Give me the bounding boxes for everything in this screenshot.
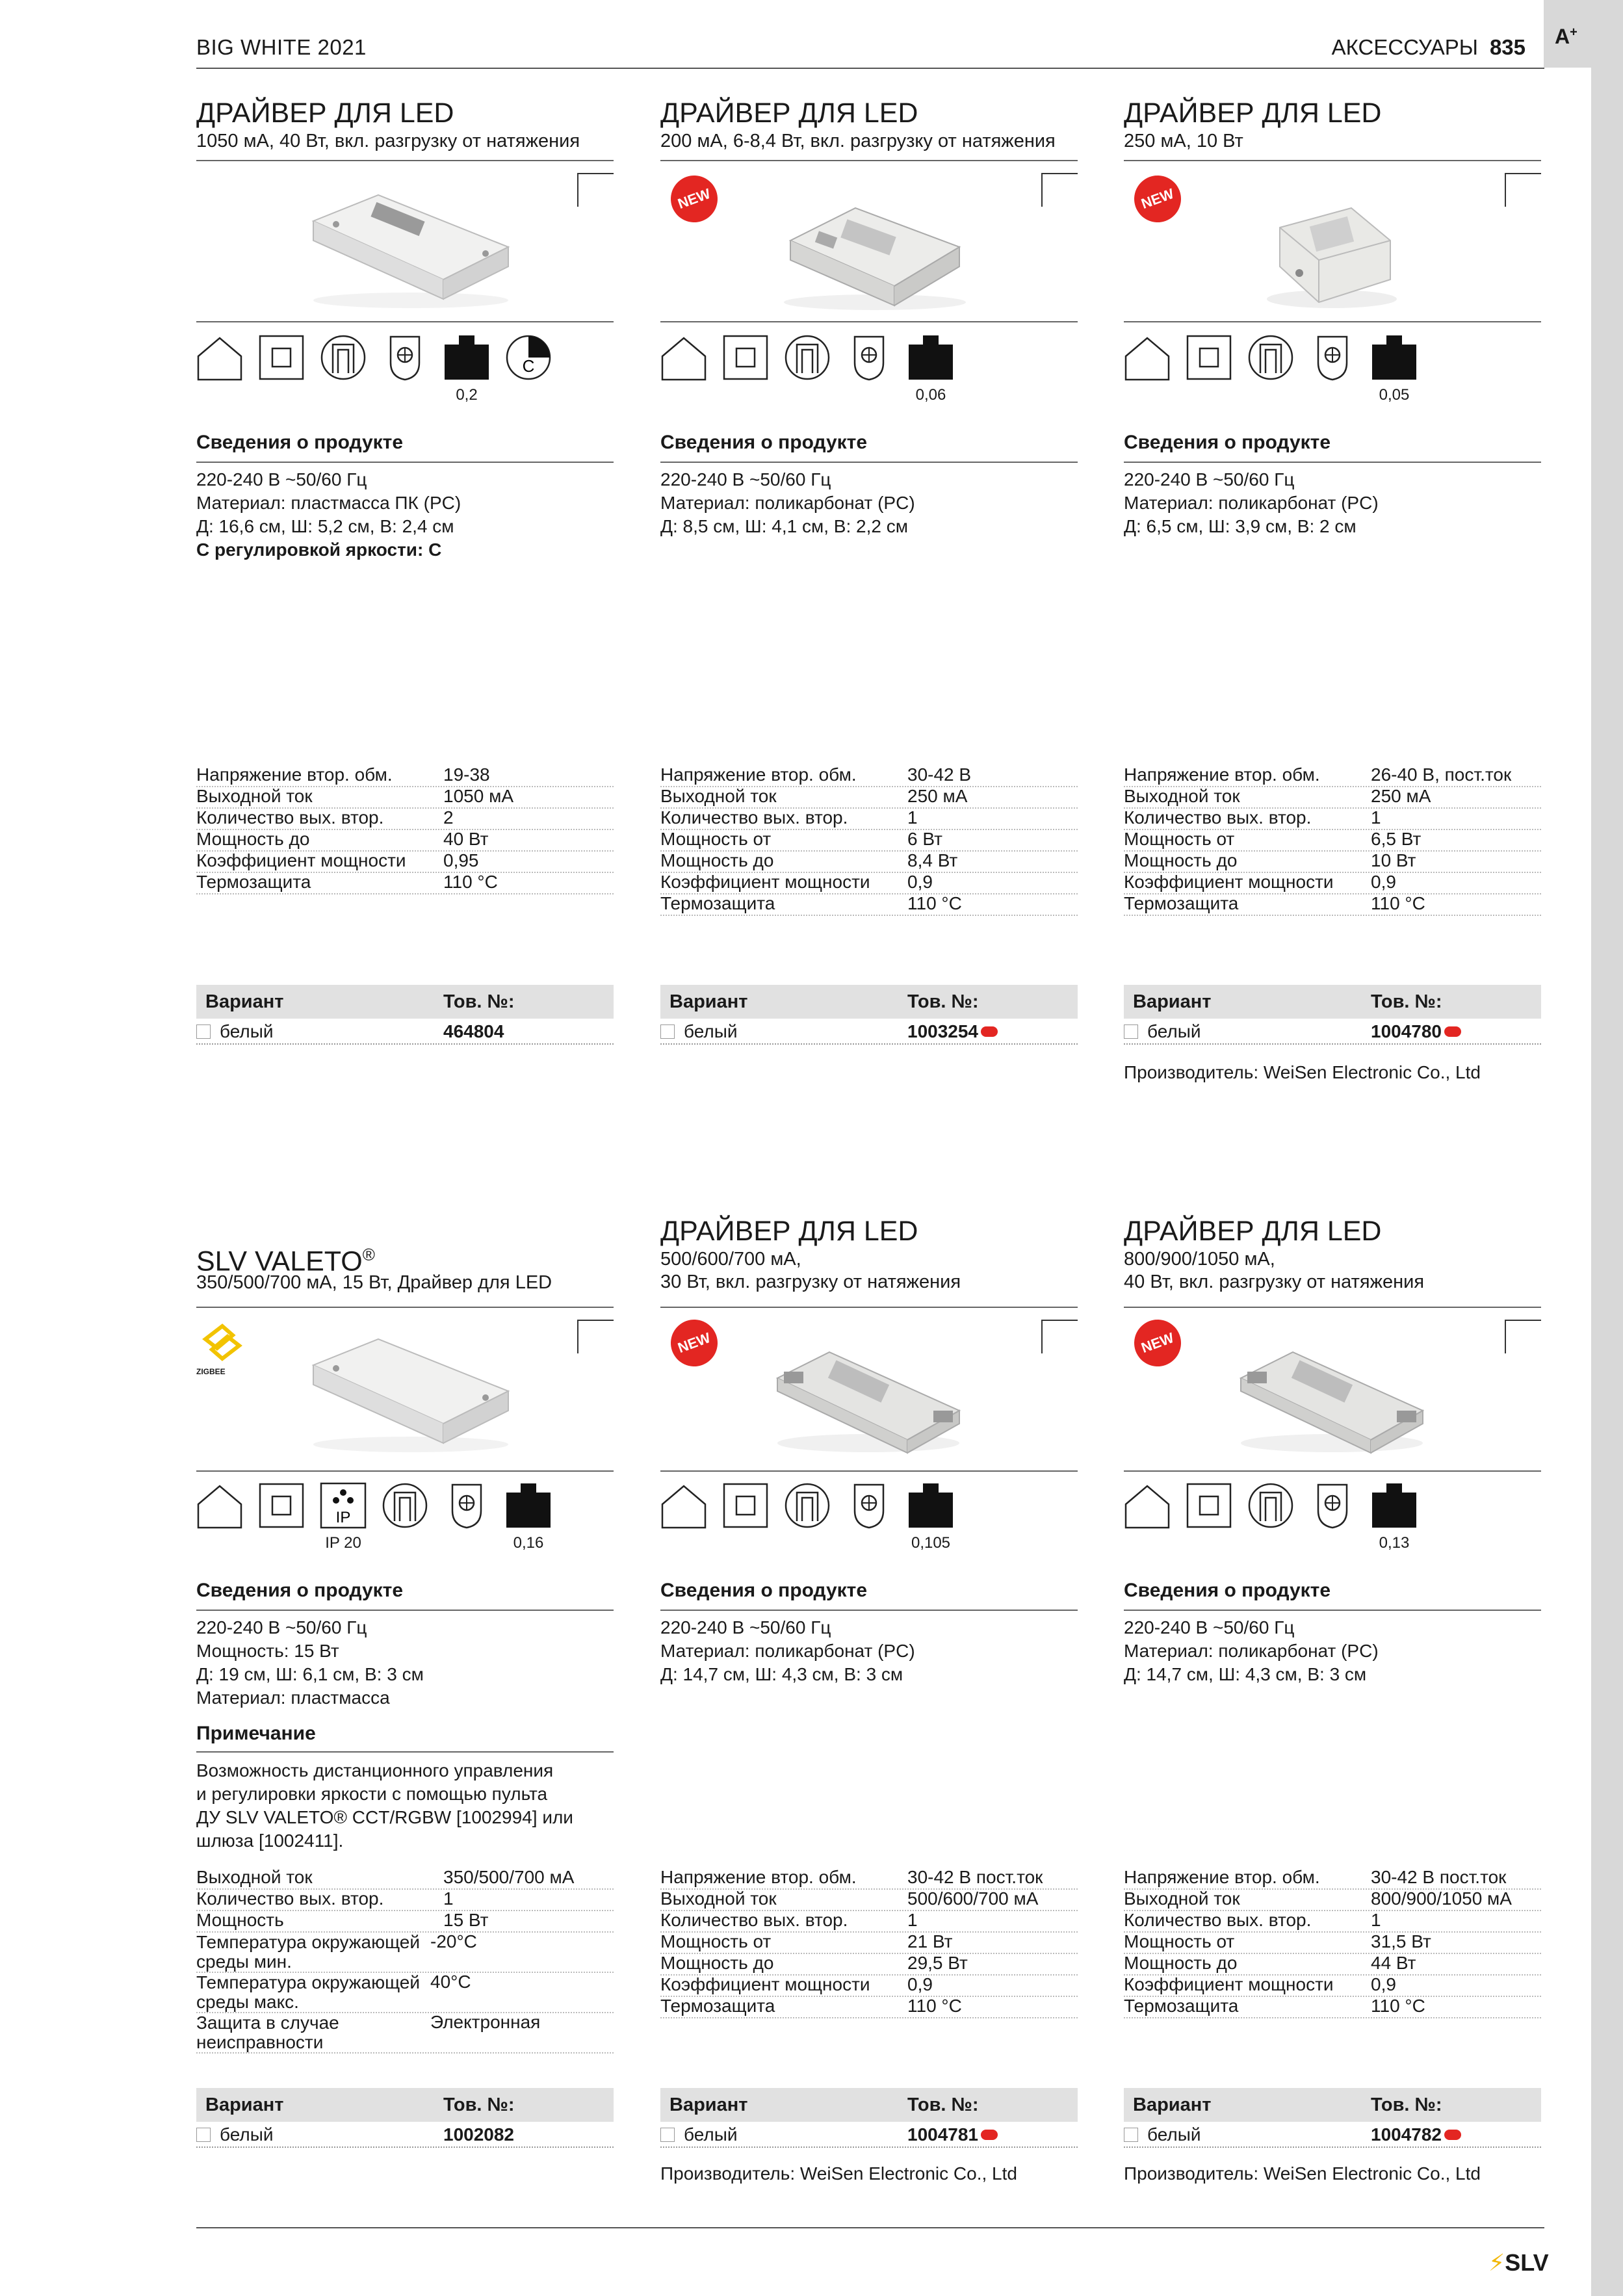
product-photo bbox=[764, 1326, 972, 1459]
spec-value: 1050 мА bbox=[443, 786, 513, 806]
spec-value: 800/900/1050 мА bbox=[1371, 1888, 1512, 1909]
icon-divider bbox=[196, 1470, 614, 1472]
icon-divider bbox=[660, 321, 1078, 322]
product-info-heading: Сведения о продукте bbox=[660, 1580, 868, 1601]
indoor-icon bbox=[196, 334, 243, 381]
indoor-icon bbox=[1124, 334, 1171, 381]
product-description: 220-240 В ~50/60 Гц Материал: поликарбонат (PC) Д: 6,5 см, Ш: 3,9 см, В: 2 см bbox=[1124, 469, 1379, 536]
spec-value: 31,5 Вт bbox=[1371, 1931, 1431, 1951]
spec-row bbox=[660, 873, 1078, 894]
image-corner-mark bbox=[577, 173, 614, 207]
weight-icon bbox=[505, 1482, 552, 1529]
variant-color: белый bbox=[684, 1021, 738, 1041]
spec-key: Температура окружающей среды макс. bbox=[196, 1972, 420, 2012]
spec-row bbox=[660, 1997, 1078, 2018]
spec-value: 110 °C bbox=[1371, 893, 1425, 913]
title-divider bbox=[660, 1307, 1078, 1308]
product-subtitle: 200 мА, 6-8,4 Вт, вкл. разгрузку от натяжения bbox=[660, 131, 1056, 151]
product-photo bbox=[771, 182, 979, 315]
product-photo bbox=[1254, 182, 1410, 315]
new-item-icon bbox=[1444, 2130, 1461, 2140]
product-photo bbox=[300, 182, 521, 315]
variant-checkbox[interactable] bbox=[1124, 2128, 1138, 2142]
spec-value: 10 Вт bbox=[1371, 850, 1416, 870]
spec-row bbox=[1124, 1954, 1541, 1976]
page-number: 835 bbox=[1489, 35, 1526, 59]
product-photo bbox=[1228, 1326, 1436, 1459]
new-badge: NEW bbox=[1128, 1313, 1188, 1373]
note-heading: Примечание bbox=[196, 1723, 316, 1744]
item-number-header-label: Тов. №: bbox=[1371, 991, 1442, 1012]
spec-key: Напряжение втор. обм. bbox=[660, 1867, 857, 1887]
variant-header-label: Вариант bbox=[205, 2094, 284, 2115]
spec-row bbox=[196, 1973, 614, 2013]
product-subtitle: 350/500/700 мА, 15 Вт, Драйвер для LED bbox=[196, 1272, 552, 1293]
variant-header-label: Вариант bbox=[205, 991, 284, 1012]
weight-value: 0,13 bbox=[1379, 1534, 1410, 1552]
spec-value: 1 bbox=[907, 807, 918, 828]
spec-value: 15 Вт bbox=[443, 1910, 489, 1930]
surface-mount-icon bbox=[1186, 1482, 1232, 1529]
spec-value: 30-42 В пост.ток bbox=[1371, 1867, 1507, 1887]
spec-value: 8,4 Вт bbox=[907, 850, 958, 870]
product-title: ДРАЙВЕР ДЛЯ LED bbox=[660, 1216, 918, 1247]
variant-header-label: Вариант bbox=[669, 2094, 748, 2115]
spec-key: Мощность от bbox=[660, 1931, 772, 1951]
spec-row bbox=[196, 766, 614, 787]
specs-table bbox=[1124, 766, 1541, 916]
svg-text:C: C bbox=[522, 356, 535, 376]
spec-key: Мощность bbox=[196, 1910, 284, 1930]
info-divider bbox=[1124, 462, 1541, 463]
weight-icon bbox=[1371, 334, 1418, 381]
spec-key: Коэффициент мощности bbox=[1124, 1974, 1334, 1994]
manufacturer-note: Производитель: WeiSen Electronic Co., Ltd bbox=[660, 2163, 1017, 2184]
info-divider bbox=[1124, 1610, 1541, 1611]
item-number: 464804 bbox=[443, 1021, 504, 1041]
variant-color: белый bbox=[1147, 1021, 1201, 1041]
variant-row[interactable] bbox=[196, 2123, 614, 2148]
icon-divider bbox=[196, 321, 614, 322]
icon-divider bbox=[660, 1470, 1078, 1472]
protection-class-icon bbox=[784, 334, 831, 381]
indoor-icon bbox=[196, 1482, 243, 1529]
zigbee-label: ZIGBEE bbox=[196, 1367, 226, 1376]
variant-table-header bbox=[1124, 985, 1541, 1019]
product-subtitle: 1050 мА, 40 Вт, вкл. разгрузку от натяжения bbox=[196, 131, 580, 151]
spec-row bbox=[1124, 1868, 1541, 1890]
spec-row bbox=[660, 766, 1078, 787]
weight-value: 0,16 bbox=[513, 1534, 544, 1552]
spec-key: Мощность до bbox=[1124, 1953, 1238, 1973]
spec-value: 1 bbox=[443, 1888, 454, 1909]
spec-key: Количество вых. втор. bbox=[1124, 1910, 1312, 1930]
spec-value: 1 bbox=[907, 1910, 918, 1930]
header-divider bbox=[196, 68, 1544, 69]
item-number-header-label: Тов. №: bbox=[907, 2094, 979, 2115]
weight-value: 0,2 bbox=[456, 386, 478, 404]
weight-value: 0,06 bbox=[915, 386, 946, 404]
surface-mount-icon bbox=[722, 334, 769, 381]
variant-table-header bbox=[1124, 2088, 1541, 2122]
weight-icon bbox=[1371, 1482, 1418, 1529]
spec-key: Количество вых. втор. bbox=[196, 1888, 384, 1909]
new-item-icon bbox=[981, 1026, 998, 1037]
spec-key: Выходной ток bbox=[1124, 1888, 1240, 1909]
spec-value: 250 мА bbox=[1371, 786, 1431, 806]
spec-row bbox=[196, 1868, 614, 1890]
variant-table-header bbox=[660, 2088, 1078, 2122]
specs-table bbox=[196, 1868, 614, 2054]
spec-row bbox=[660, 1933, 1078, 1954]
protection-class-icon bbox=[382, 1482, 428, 1529]
spec-value: 40°C bbox=[430, 1972, 471, 1992]
note-text: Возможность дистанционного управления и регулировки яркости с помощью пульта ДУ SLV VALETO® CCT/RGBW [1002994] или шлюза [1002411]. bbox=[196, 1760, 573, 1851]
variant-checkbox[interactable] bbox=[196, 1024, 211, 1039]
spec-row bbox=[660, 1911, 1078, 1933]
spec-key: Термозащита bbox=[1124, 893, 1239, 913]
variant-checkbox[interactable] bbox=[660, 1024, 675, 1039]
spec-key: Защита в случае неисправности bbox=[196, 2013, 339, 2052]
spec-row bbox=[196, 1933, 614, 1973]
item-number-header-label: Тов. №: bbox=[443, 2094, 515, 2115]
spec-key: Выходной ток bbox=[660, 786, 777, 806]
spec-row bbox=[660, 1890, 1078, 1911]
indoor-icon bbox=[660, 334, 707, 381]
weight-value: 0,05 bbox=[1379, 386, 1410, 404]
spec-key: Напряжение втор. обм. bbox=[196, 764, 393, 785]
spec-value: 0,9 bbox=[907, 1974, 933, 1994]
spec-value: 110 °C bbox=[907, 893, 962, 913]
spec-value: 1 bbox=[1371, 807, 1381, 828]
variant-color: белый bbox=[684, 2124, 738, 2145]
ip-rating-icon bbox=[320, 1482, 367, 1529]
spec-key: Количество вых. втор. bbox=[660, 1910, 848, 1930]
variant-color: белый bbox=[1147, 2124, 1201, 2145]
footer-divider bbox=[196, 2227, 1544, 2228]
safety-icon bbox=[1309, 1482, 1356, 1529]
safety-icon bbox=[1309, 334, 1356, 381]
spec-row bbox=[660, 787, 1078, 809]
spec-key: Температура окружающей среды мин. bbox=[196, 1932, 420, 1972]
spec-value: 0,9 bbox=[1371, 1974, 1396, 1994]
product-title: ДРАЙВЕР ДЛЯ LED bbox=[660, 98, 918, 129]
variant-table-header bbox=[196, 2088, 614, 2122]
spec-value: 6 Вт bbox=[907, 829, 942, 849]
variant-table-header bbox=[196, 985, 614, 1019]
spec-key: Мощность до bbox=[660, 1953, 774, 1973]
specs-table bbox=[660, 766, 1078, 916]
spec-row bbox=[660, 830, 1078, 852]
spec-value: 250 мА bbox=[907, 786, 968, 806]
spec-value: 40 Вт bbox=[443, 829, 489, 849]
spec-row bbox=[196, 1890, 614, 1911]
spec-row bbox=[1124, 1997, 1541, 2018]
variant-table-header bbox=[660, 985, 1078, 1019]
spec-row bbox=[196, 852, 614, 873]
product-description: 220-240 В ~50/60 Гц Материал: пластмасса ПК (PC) Д: 16,6 см, Ш: 5,2 см, В: 2,4 см С регулировкой яркости: C bbox=[196, 469, 461, 560]
product-description: 220-240 В ~50/60 Гц Материал: поликарбонат (PC) Д: 14,7 см, Ш: 4,3 см, В: 3 см bbox=[1124, 1617, 1379, 1684]
spec-key: Термозащита bbox=[660, 1996, 775, 2016]
product-photo bbox=[300, 1326, 521, 1459]
product-info-heading: Сведения о продукте bbox=[196, 432, 404, 453]
section-header: АКСЕССУАРЫ 835 bbox=[1331, 35, 1526, 59]
spec-key: Коэффициент мощности bbox=[660, 1974, 870, 1994]
item-number: 1004782 bbox=[1371, 2124, 1442, 2145]
title-divider bbox=[660, 160, 1078, 161]
new-item-icon bbox=[981, 2130, 998, 2140]
slv-logo: ⚡SLV bbox=[1488, 2249, 1549, 2276]
spec-key: Количество вых. втор. bbox=[196, 807, 384, 828]
safety-icon bbox=[443, 1482, 490, 1529]
weight-icon bbox=[907, 334, 954, 381]
image-corner-mark bbox=[1505, 1320, 1541, 1353]
weight-value: 0,105 bbox=[911, 1534, 951, 1552]
new-item-icon bbox=[1444, 1026, 1461, 1037]
spec-key: Напряжение втор. обм. bbox=[660, 764, 857, 785]
spec-row bbox=[660, 1976, 1078, 1997]
spec-row bbox=[1124, 787, 1541, 809]
indoor-icon bbox=[1124, 1482, 1171, 1529]
spec-row bbox=[1124, 873, 1541, 894]
spec-row bbox=[660, 809, 1078, 830]
protection-class-icon bbox=[784, 1482, 831, 1529]
spec-key: Термозащита bbox=[660, 893, 775, 913]
spec-row bbox=[1124, 1933, 1541, 1954]
icon-divider bbox=[1124, 321, 1541, 322]
dimmable-icon bbox=[505, 334, 552, 381]
product-description: 220-240 В ~50/60 Гц Материал: поликарбонат (PC) Д: 14,7 см, Ш: 4,3 см, В: 3 см bbox=[660, 1617, 915, 1684]
info-divider bbox=[660, 1610, 1078, 1611]
spec-key: Мощность до bbox=[1124, 850, 1238, 870]
variant-header-label: Вариант bbox=[1133, 991, 1212, 1012]
product-subtitle: 800/900/1050 мА, 40 Вт, вкл. разгрузку от натяжения bbox=[1124, 1249, 1425, 1292]
spec-value: 30-42 В пост.ток bbox=[907, 1867, 1043, 1887]
spec-value: 29,5 Вт bbox=[907, 1953, 968, 1973]
spec-key: Количество вых. втор. bbox=[660, 807, 848, 828]
variant-row[interactable] bbox=[660, 1020, 1078, 1045]
specs-table bbox=[1124, 1868, 1541, 2018]
spec-key: Термозащита bbox=[1124, 1996, 1239, 2016]
spec-value: 19-38 bbox=[443, 764, 490, 785]
spec-key: Мощность от bbox=[1124, 1931, 1235, 1951]
note-divider bbox=[196, 1751, 614, 1753]
variant-checkbox[interactable] bbox=[660, 2128, 675, 2142]
item-number: 1003254 bbox=[907, 1021, 979, 1041]
specs-table bbox=[660, 1868, 1078, 2018]
image-corner-mark bbox=[1505, 173, 1541, 207]
weight-icon bbox=[907, 1482, 954, 1529]
spec-value: 6,5 Вт bbox=[1371, 829, 1422, 849]
spec-key: Мощность от bbox=[1124, 829, 1235, 849]
new-badge: NEW bbox=[1128, 169, 1188, 229]
spec-key: Термозащита bbox=[196, 872, 311, 892]
zigbee-icon bbox=[196, 1321, 248, 1376]
product-info-heading: Сведения о продукте bbox=[1124, 1580, 1331, 1601]
item-number-header-label: Тов. №: bbox=[907, 991, 979, 1012]
ip-value: IP 20 bbox=[325, 1534, 361, 1552]
item-number: 1004780 bbox=[1371, 1021, 1442, 1041]
safety-icon bbox=[846, 1482, 892, 1529]
title-divider bbox=[196, 1307, 614, 1308]
spec-key: Коэффициент мощности bbox=[660, 872, 870, 892]
weight-icon bbox=[443, 334, 490, 381]
spec-value: 2 bbox=[443, 807, 454, 828]
spec-key: Количество вых. втор. bbox=[1124, 807, 1312, 828]
spec-value: 44 Вт bbox=[1371, 1953, 1416, 1973]
product-info-heading: Сведения о продукте bbox=[196, 1580, 404, 1601]
new-badge: NEW bbox=[664, 169, 724, 229]
variant-row[interactable] bbox=[1124, 1020, 1541, 1045]
spec-row bbox=[660, 852, 1078, 873]
spec-value: 21 Вт bbox=[907, 1931, 953, 1951]
spec-value: 500/600/700 мА bbox=[907, 1888, 1039, 1909]
info-divider bbox=[196, 1610, 614, 1611]
spec-value: 1 bbox=[1371, 1910, 1381, 1930]
image-corner-mark bbox=[1041, 1320, 1078, 1353]
product-title: ДРАЙВЕР ДЛЯ LED bbox=[196, 98, 454, 129]
variant-checkbox[interactable] bbox=[1124, 1024, 1138, 1039]
spec-row bbox=[1124, 1976, 1541, 1997]
spec-row bbox=[196, 873, 614, 894]
item-number-header-label: Тов. №: bbox=[443, 991, 515, 1012]
spec-row bbox=[196, 2013, 614, 2054]
product-subtitle: 500/600/700 мА, 30 Вт, вкл. разгрузку от натяжения bbox=[660, 1249, 961, 1292]
variant-row[interactable] bbox=[660, 2123, 1078, 2148]
spec-value: 26-40 В, пост.ток bbox=[1371, 764, 1512, 785]
spec-row bbox=[1124, 766, 1541, 787]
spec-key: Выходной ток bbox=[660, 1888, 777, 1909]
icon-divider bbox=[1124, 1470, 1541, 1472]
spec-row bbox=[196, 809, 614, 830]
spec-value: -20°C bbox=[430, 1931, 477, 1951]
variant-checkbox[interactable] bbox=[196, 2128, 211, 2142]
info-divider bbox=[660, 462, 1078, 463]
spec-value: 30-42 В bbox=[907, 764, 972, 785]
title-divider bbox=[196, 160, 614, 161]
spec-row bbox=[196, 830, 614, 852]
product-info-heading: Сведения о продукте bbox=[1124, 432, 1331, 453]
spec-row bbox=[1124, 1911, 1541, 1933]
item-number-header-label: Тов. №: bbox=[1371, 2094, 1442, 2115]
variant-row[interactable] bbox=[196, 1020, 614, 1045]
safety-icon bbox=[846, 334, 892, 381]
product-description: 220-240 В ~50/60 Гц Мощность: 15 Вт Д: 19 см, Ш: 6,1 см, В: 3 см Материал: пластмасса bbox=[196, 1617, 424, 1708]
spec-key: Коэффициент мощности bbox=[196, 850, 406, 870]
spec-row bbox=[660, 1868, 1078, 1890]
spec-value: 110 °C bbox=[907, 1996, 962, 2016]
spec-key: Мощность от bbox=[660, 829, 772, 849]
spec-row bbox=[660, 1954, 1078, 1976]
surface-mount-icon bbox=[258, 1482, 305, 1529]
svg-text:IP: IP bbox=[335, 1509, 351, 1526]
manufacturer-note: Производитель: WeiSen Electronic Co., Ltd bbox=[1124, 2163, 1481, 2184]
indoor-icon bbox=[660, 1482, 707, 1529]
product-title: ДРАЙВЕР ДЛЯ LED bbox=[1124, 98, 1382, 129]
spec-row bbox=[1124, 894, 1541, 916]
spec-value: 350/500/700 мА bbox=[443, 1867, 575, 1887]
variant-color: белый bbox=[220, 2124, 274, 2145]
spec-key: Мощность до bbox=[660, 850, 774, 870]
catalog-title: BIG WHITE 2021 bbox=[196, 35, 367, 59]
surface-mount-icon bbox=[1186, 334, 1232, 381]
manufacturer-note: Производитель: WeiSen Electronic Co., Ltd bbox=[1124, 1062, 1481, 1082]
spec-value: Электронная bbox=[430, 2012, 541, 2032]
spec-row bbox=[1124, 830, 1541, 852]
new-badge: NEW bbox=[664, 1313, 724, 1373]
item-number: 1004781 bbox=[907, 2124, 979, 2145]
spec-key: Коэффициент мощности bbox=[1124, 872, 1334, 892]
title-divider bbox=[1124, 160, 1541, 161]
variant-header-label: Вариант bbox=[669, 991, 748, 1012]
product-info-heading: Сведения о продукте bbox=[660, 432, 868, 453]
info-divider bbox=[196, 462, 614, 463]
protection-class-icon bbox=[320, 334, 367, 381]
variant-row[interactable] bbox=[1124, 2123, 1541, 2148]
spec-row bbox=[660, 894, 1078, 916]
product-subtitle: 250 мА, 10 Вт bbox=[1124, 131, 1243, 151]
spec-row bbox=[1124, 809, 1541, 830]
title-divider bbox=[1124, 1307, 1541, 1308]
spec-value: 0,9 bbox=[1371, 872, 1396, 892]
spec-row bbox=[196, 1911, 614, 1933]
section-tab-label: A+ bbox=[1555, 25, 1578, 48]
variant-header-label: Вариант bbox=[1133, 2094, 1212, 2115]
variant-color: белый bbox=[220, 1021, 274, 1041]
protection-class-icon bbox=[1247, 1482, 1294, 1529]
spec-key: Мощность до bbox=[196, 829, 310, 849]
surface-mount-icon bbox=[722, 1482, 769, 1529]
spec-row bbox=[1124, 852, 1541, 873]
spec-key: Выходной ток bbox=[196, 786, 313, 806]
product-description: 220-240 В ~50/60 Гц Материал: поликарбонат (PC) Д: 8,5 см, Ш: 4,1 см, В: 2,2 см bbox=[660, 469, 915, 536]
spec-key: Напряжение втор. обм. bbox=[1124, 764, 1320, 785]
spec-value: 0,9 bbox=[907, 872, 933, 892]
image-corner-mark bbox=[577, 1320, 614, 1353]
spec-key: Напряжение втор. обм. bbox=[1124, 1867, 1320, 1887]
spec-key: Выходной ток bbox=[196, 1867, 313, 1887]
spec-value: 110 °C bbox=[1371, 1996, 1425, 2016]
product-title: SLV VALETO® bbox=[196, 1245, 375, 1277]
spec-value: 110 °C bbox=[443, 872, 498, 892]
image-corner-mark bbox=[1041, 173, 1078, 207]
product-title: ДРАЙВЕР ДЛЯ LED bbox=[1124, 1216, 1382, 1247]
spec-value: 0,95 bbox=[443, 850, 479, 870]
spec-row bbox=[196, 787, 614, 809]
protection-class-icon bbox=[1247, 334, 1294, 381]
safety-icon bbox=[382, 334, 428, 381]
specs-table bbox=[196, 766, 614, 894]
item-number: 1002082 bbox=[443, 2124, 515, 2145]
spec-row bbox=[1124, 1890, 1541, 1911]
side-band bbox=[1591, 0, 1623, 2296]
surface-mount-icon bbox=[258, 334, 305, 381]
spec-key: Выходной ток bbox=[1124, 786, 1240, 806]
